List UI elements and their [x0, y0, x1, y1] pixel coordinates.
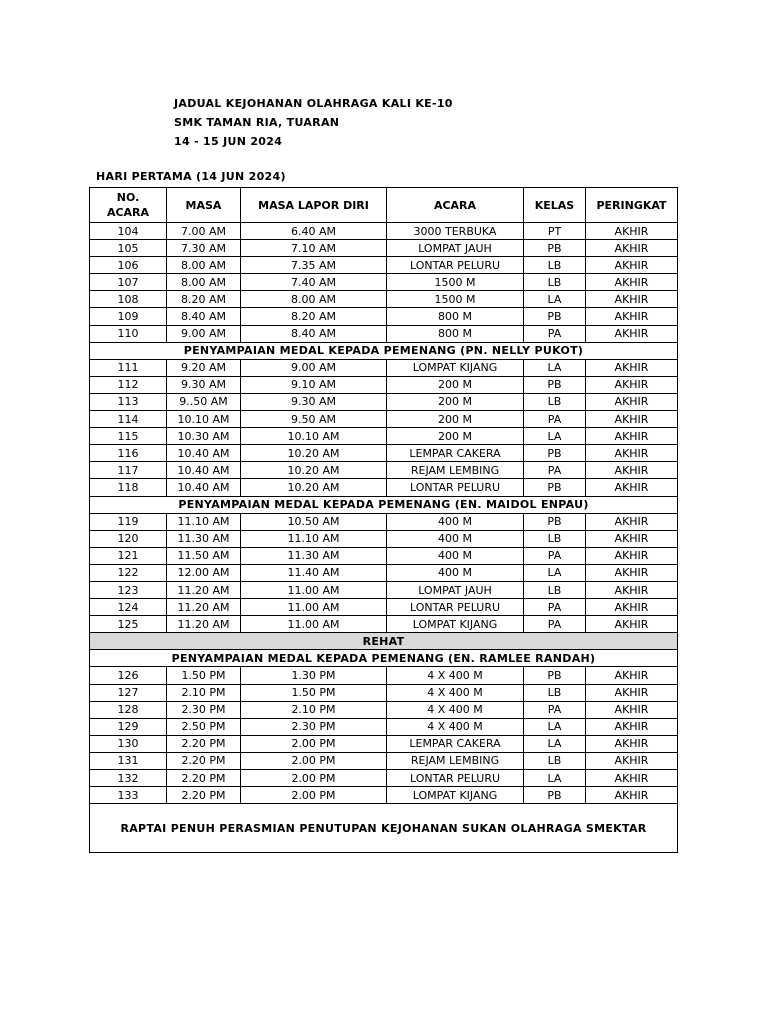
cell-acara: 400 M	[387, 564, 524, 581]
cell-kelas: PB	[524, 787, 586, 804]
cell-masa-lapor-diri: 11.00 AM	[241, 616, 387, 633]
cell-kelas: PA	[524, 701, 586, 718]
table-row	[90, 376, 678, 393]
cell-peringkat: AKHIR	[586, 581, 678, 598]
cell-masa-lapor-diri: 1.30 PM	[241, 667, 387, 684]
cell-acara: LOMPAT JAUH	[387, 581, 524, 598]
cell-acara: 4 X 400 M	[387, 667, 524, 684]
cell-no-acara: 128	[90, 701, 167, 718]
table-row	[90, 291, 678, 308]
cell-acara: 4 X 400 M	[387, 701, 524, 718]
cell-masa: 7.00 AM	[167, 223, 241, 240]
cell-masa: 2.50 PM	[167, 718, 241, 735]
cell-masa: 8.00 AM	[167, 274, 241, 291]
cell-masa: 2.20 PM	[167, 752, 241, 769]
cell-kelas: LA	[524, 718, 586, 735]
cell-no-acara: 132	[90, 770, 167, 787]
cell-peringkat: AKHIR	[586, 667, 678, 684]
table-row	[90, 325, 678, 342]
cell-kelas: LA	[524, 735, 586, 752]
cell-no-acara: 112	[90, 376, 167, 393]
cell-no-acara: 120	[90, 530, 167, 547]
table-row	[90, 359, 678, 376]
cell-masa: 1.50 PM	[167, 667, 241, 684]
cell-acara: 800 M	[387, 308, 524, 325]
cell-peringkat: AKHIR	[586, 223, 678, 240]
header-kelas: KELAS	[524, 188, 586, 223]
table-row	[90, 787, 678, 804]
medal-ceremony-label: PENYAMPAIAN MEDAL KEPADA PEMENANG (EN. MAIDOL ENPAU)	[90, 496, 678, 513]
cell-kelas: LA	[524, 428, 586, 445]
cell-masa-lapor-diri: 10.20 AM	[241, 445, 387, 462]
table-row	[90, 616, 678, 633]
cell-kelas: LA	[524, 564, 586, 581]
cell-masa-lapor-diri: 11.10 AM	[241, 530, 387, 547]
table-row	[90, 718, 678, 735]
cell-peringkat: AKHIR	[586, 274, 678, 291]
cell-masa-lapor-diri: 2.00 PM	[241, 752, 387, 769]
medal-ceremony-label: PENYAMPAIAN MEDAL KEPADA PEMENANG (PN. NELLY PUKOT)	[90, 342, 678, 359]
cell-kelas: LB	[524, 257, 586, 274]
cell-peringkat: AKHIR	[586, 735, 678, 752]
cell-acara: LEMPAR CAKERA	[387, 445, 524, 462]
cell-no-acara: 124	[90, 599, 167, 616]
header-no-acara-line1: NO.	[116, 191, 140, 204]
school-name: SMK TAMAN RIA, TUARAN	[174, 116, 340, 129]
cell-masa: 10.40 AM	[167, 479, 241, 496]
cell-acara: 200 M	[387, 393, 524, 410]
cell-masa: 8.20 AM	[167, 291, 241, 308]
event-dates: 14 - 15 JUN 2024	[174, 135, 283, 148]
footer-row	[90, 804, 678, 853]
cell-acara: 200 M	[387, 428, 524, 445]
cell-acara: 1500 M	[387, 274, 524, 291]
cell-kelas: LB	[524, 274, 586, 291]
cell-kelas: LB	[524, 393, 586, 410]
cell-peringkat: AKHIR	[586, 428, 678, 445]
cell-masa-lapor-diri: 7.40 AM	[241, 274, 387, 291]
cell-no-acara: 111	[90, 359, 167, 376]
cell-masa-lapor-diri: 8.00 AM	[241, 291, 387, 308]
cell-acara: 200 M	[387, 411, 524, 428]
cell-peringkat: AKHIR	[586, 616, 678, 633]
cell-kelas: LB	[524, 581, 586, 598]
cell-no-acara: 107	[90, 274, 167, 291]
cell-masa-lapor-diri: 6.40 AM	[241, 223, 387, 240]
cell-no-acara: 122	[90, 564, 167, 581]
cell-masa-lapor-diri: 10.10 AM	[241, 428, 387, 445]
cell-acara: 4 X 400 M	[387, 684, 524, 701]
cell-masa-lapor-diri: 11.40 AM	[241, 564, 387, 581]
cell-peringkat: AKHIR	[586, 257, 678, 274]
cell-masa-lapor-diri: 7.35 AM	[241, 257, 387, 274]
header-masa: MASA	[167, 188, 241, 223]
closing-note: RAPTAI PENUH PERASMIAN PENUTUPAN KEJOHANAN SUKAN OLAHRAGA SMEKTAR	[90, 804, 678, 853]
cell-kelas: PA	[524, 411, 586, 428]
cell-no-acara: 116	[90, 445, 167, 462]
cell-no-acara: 127	[90, 684, 167, 701]
cell-kelas: PA	[524, 547, 586, 564]
cell-peringkat: AKHIR	[586, 752, 678, 769]
cell-peringkat: AKHIR	[586, 325, 678, 342]
table-row	[90, 393, 678, 410]
table-row	[90, 667, 678, 684]
table-row	[90, 257, 678, 274]
header-peringkat: PERINGKAT	[586, 188, 678, 223]
cell-acara: LONTAR PELURU	[387, 770, 524, 787]
cell-kelas: PB	[524, 513, 586, 530]
table-row	[90, 223, 678, 240]
cell-peringkat: AKHIR	[586, 787, 678, 804]
cell-acara: 200 M	[387, 376, 524, 393]
cell-masa-lapor-diri: 9.10 AM	[241, 376, 387, 393]
cell-masa-lapor-diri: 8.40 AM	[241, 325, 387, 342]
cell-peringkat: AKHIR	[586, 291, 678, 308]
document-title: JADUAL KEJOHANAN OLAHRAGA KALI KE-10	[174, 97, 453, 110]
cell-kelas: LA	[524, 359, 586, 376]
cell-no-acara: 121	[90, 547, 167, 564]
table-row	[90, 581, 678, 598]
cell-peringkat: AKHIR	[586, 513, 678, 530]
cell-masa: 2.20 PM	[167, 735, 241, 752]
cell-masa-lapor-diri: 11.00 AM	[241, 581, 387, 598]
cell-acara: 800 M	[387, 325, 524, 342]
cell-no-acara: 119	[90, 513, 167, 530]
table-header-row	[90, 188, 678, 223]
cell-masa: 7.30 AM	[167, 240, 241, 257]
cell-no-acara: 118	[90, 479, 167, 496]
cell-masa: 8.40 AM	[167, 308, 241, 325]
cell-masa-lapor-diri: 9.30 AM	[241, 393, 387, 410]
cell-kelas: PB	[524, 445, 586, 462]
header-no-acara-line2: ACARA	[106, 206, 150, 219]
cell-masa-lapor-diri: 2.00 PM	[241, 787, 387, 804]
cell-acara: LEMPAR CAKERA	[387, 735, 524, 752]
cell-acara: LONTAR PELURU	[387, 257, 524, 274]
cell-masa-lapor-diri: 8.20 AM	[241, 308, 387, 325]
cell-kelas: LB	[524, 684, 586, 701]
cell-kelas: PB	[524, 667, 586, 684]
cell-masa: 2.30 PM	[167, 701, 241, 718]
schedule-table	[89, 187, 678, 853]
cell-peringkat: AKHIR	[586, 376, 678, 393]
cell-peringkat: AKHIR	[586, 599, 678, 616]
cell-no-acara: 108	[90, 291, 167, 308]
cell-masa: 12.00 AM	[167, 564, 241, 581]
cell-peringkat: AKHIR	[586, 530, 678, 547]
cell-kelas: LB	[524, 530, 586, 547]
cell-masa-lapor-diri: 10.20 AM	[241, 462, 387, 479]
cell-masa-lapor-diri: 2.00 PM	[241, 770, 387, 787]
cell-peringkat: AKHIR	[586, 564, 678, 581]
table-row	[90, 684, 678, 701]
cell-masa: 11.20 AM	[167, 581, 241, 598]
table-row	[90, 770, 678, 787]
cell-masa: 9.20 AM	[167, 359, 241, 376]
cell-no-acara: 105	[90, 240, 167, 257]
cell-kelas: LA	[524, 770, 586, 787]
cell-masa-lapor-diri: 2.10 PM	[241, 701, 387, 718]
cell-acara: LOMPAT KIJANG	[387, 359, 524, 376]
cell-masa: 11.30 AM	[167, 530, 241, 547]
cell-kelas: PA	[524, 616, 586, 633]
medal-ceremony-label: PENYAMPAIAN MEDAL KEPADA PEMENANG (EN. RAMLEE RANDAH)	[90, 650, 678, 667]
section-row	[90, 650, 678, 667]
section-row	[90, 342, 678, 359]
cell-acara: LOMPAT JAUH	[387, 240, 524, 257]
cell-masa-lapor-diri: 10.20 AM	[241, 479, 387, 496]
cell-masa: 10.10 AM	[167, 411, 241, 428]
table-row	[90, 530, 678, 547]
header-no-acara	[90, 188, 167, 223]
cell-masa: 10.40 AM	[167, 445, 241, 462]
table-row	[90, 479, 678, 496]
cell-acara: 1500 M	[387, 291, 524, 308]
header-acara: ACARA	[387, 188, 524, 223]
cell-acara: LONTAR PELURU	[387, 599, 524, 616]
cell-masa-lapor-diri: 9.00 AM	[241, 359, 387, 376]
cell-no-acara: 123	[90, 581, 167, 598]
table-row	[90, 701, 678, 718]
cell-masa-lapor-diri: 10.50 AM	[241, 513, 387, 530]
table-row	[90, 240, 678, 257]
cell-no-acara: 109	[90, 308, 167, 325]
cell-no-acara: 115	[90, 428, 167, 445]
cell-peringkat: AKHIR	[586, 240, 678, 257]
cell-kelas: PB	[524, 240, 586, 257]
cell-kelas: PA	[524, 599, 586, 616]
cell-peringkat: AKHIR	[586, 411, 678, 428]
cell-masa: 9.00 AM	[167, 325, 241, 342]
cell-masa: 2.20 PM	[167, 787, 241, 804]
table-row	[90, 513, 678, 530]
cell-masa: 11.20 AM	[167, 616, 241, 633]
cell-kelas: PA	[524, 462, 586, 479]
table-row	[90, 274, 678, 291]
cell-masa: 9.30 AM	[167, 376, 241, 393]
cell-kelas: PB	[524, 479, 586, 496]
cell-peringkat: AKHIR	[586, 701, 678, 718]
cell-kelas: PA	[524, 325, 586, 342]
cell-no-acara: 104	[90, 223, 167, 240]
cell-no-acara: 130	[90, 735, 167, 752]
cell-masa-lapor-diri: 2.00 PM	[241, 735, 387, 752]
cell-acara: LONTAR PELURU	[387, 479, 524, 496]
cell-acara: REJAM LEMBING	[387, 462, 524, 479]
cell-peringkat: AKHIR	[586, 359, 678, 376]
cell-masa: 9..50 AM	[167, 393, 241, 410]
cell-kelas: PT	[524, 223, 586, 240]
schedule-body	[90, 223, 678, 853]
cell-acara: 400 M	[387, 513, 524, 530]
cell-acara: 400 M	[387, 530, 524, 547]
cell-peringkat: AKHIR	[586, 684, 678, 701]
cell-masa: 2.20 PM	[167, 770, 241, 787]
cell-masa-lapor-diri: 1.50 PM	[241, 684, 387, 701]
cell-masa: 8.00 AM	[167, 257, 241, 274]
cell-masa-lapor-diri: 11.30 AM	[241, 547, 387, 564]
cell-masa: 10.30 AM	[167, 428, 241, 445]
cell-no-acara: 114	[90, 411, 167, 428]
cell-masa: 11.20 AM	[167, 599, 241, 616]
table-row	[90, 599, 678, 616]
table-row	[90, 445, 678, 462]
cell-masa: 10.40 AM	[167, 462, 241, 479]
cell-no-acara: 110	[90, 325, 167, 342]
cell-peringkat: AKHIR	[586, 462, 678, 479]
cell-acara: 400 M	[387, 547, 524, 564]
break-row	[90, 633, 678, 650]
cell-masa-lapor-diri: 7.10 AM	[241, 240, 387, 257]
cell-no-acara: 133	[90, 787, 167, 804]
cell-kelas: LA	[524, 291, 586, 308]
cell-no-acara: 106	[90, 257, 167, 274]
cell-masa: 11.50 AM	[167, 547, 241, 564]
table-row	[90, 462, 678, 479]
day-heading: HARI PERTAMA (14 JUN 2024)	[96, 170, 286, 183]
cell-acara: 4 X 400 M	[387, 718, 524, 735]
section-row	[90, 496, 678, 513]
cell-acara: LOMPAT KIJANG	[387, 616, 524, 633]
table-row	[90, 547, 678, 564]
cell-peringkat: AKHIR	[586, 393, 678, 410]
cell-masa: 2.10 PM	[167, 684, 241, 701]
cell-peringkat: AKHIR	[586, 479, 678, 496]
cell-no-acara: 126	[90, 667, 167, 684]
table-row	[90, 411, 678, 428]
cell-acara: REJAM LEMBING	[387, 752, 524, 769]
table-row	[90, 428, 678, 445]
cell-masa-lapor-diri: 11.00 AM	[241, 599, 387, 616]
table-row	[90, 735, 678, 752]
cell-peringkat: AKHIR	[586, 547, 678, 564]
cell-masa-lapor-diri: 9.50 AM	[241, 411, 387, 428]
cell-no-acara: 125	[90, 616, 167, 633]
document-title-block	[174, 94, 453, 151]
header-masa-lapor-diri: MASA LAPOR DIRI	[241, 188, 387, 223]
cell-kelas: PB	[524, 376, 586, 393]
cell-kelas: LB	[524, 752, 586, 769]
cell-no-acara: 129	[90, 718, 167, 735]
cell-no-acara: 113	[90, 393, 167, 410]
cell-no-acara: 117	[90, 462, 167, 479]
cell-peringkat: AKHIR	[586, 770, 678, 787]
cell-acara: 3000 TERBUKA	[387, 223, 524, 240]
cell-masa-lapor-diri: 2.30 PM	[241, 718, 387, 735]
cell-acara: LOMPAT KIJANG	[387, 787, 524, 804]
cell-peringkat: AKHIR	[586, 308, 678, 325]
cell-masa: 11.10 AM	[167, 513, 241, 530]
cell-no-acara: 131	[90, 752, 167, 769]
table-row	[90, 752, 678, 769]
cell-peringkat: AKHIR	[586, 718, 678, 735]
table-row	[90, 308, 678, 325]
break-label: REHAT	[90, 633, 678, 650]
table-row	[90, 564, 678, 581]
cell-peringkat: AKHIR	[586, 445, 678, 462]
cell-kelas: PB	[524, 308, 586, 325]
